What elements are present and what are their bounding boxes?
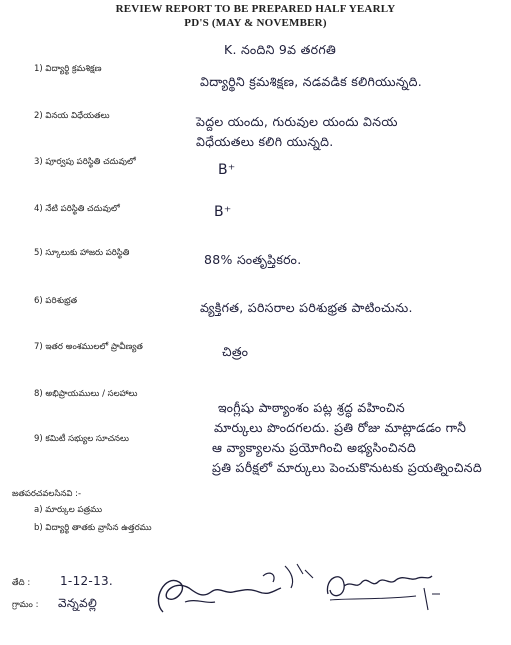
pd-signature — [320, 560, 450, 620]
place-label: గ్రామం : — [12, 600, 39, 610]
date-value: 1-12-13. — [60, 574, 114, 588]
place-value: వెన్నవల్లి — [58, 596, 98, 610]
answer-attendance: 88% సంతృప్తికరం. — [204, 252, 302, 267]
answer-suggestions-line1: మార్కులు పొందగలదు. ప్రతి రోజు మాట్లాడడం గానీ — [214, 420, 467, 435]
answer-obedience-line1: పెద్దల యందు, గురువుల యందు వినయ — [196, 114, 398, 129]
teacher-signature — [145, 552, 315, 624]
row-label-other-skills: 7) ఇతర అంశములలో ప్రావీణ్యత — [34, 342, 143, 352]
enclosure-marks-sheet: a) మార్కుల పత్రము — [34, 505, 103, 515]
answer-cleanliness: వ్యక్తిగత, పరిసరాల పరిశుభ్రత పాటించును. — [200, 300, 413, 315]
row-label-cleanliness: 6) పరిశుభ్రత — [34, 296, 78, 306]
row-label-discipline: 1) విద్యార్థి క్రమశిక్షణ — [34, 64, 102, 74]
answer-discipline: విద్యార్థిని క్రమశిక్షణ, నడవడిక కలిగియున్నది. — [200, 74, 423, 89]
answer-current-study: B⁺ — [214, 204, 232, 220]
answer-suggestions-line3: ప్రతి పరీక్షలో మార్కులు పెంచుకొనుటకు ప్రయత్నించినది — [212, 460, 482, 475]
answer-obedience-line2: విధేయతలు కలిగి యున్నది. — [196, 134, 334, 149]
row-label-opinions: 8) అభిప్రాయములు / సలహాలు — [34, 389, 138, 399]
enclosures-heading: జతపరచవలసినవి :- — [12, 489, 82, 499]
report-title: REVIEW REPORT TO BE PREPARED HALF YEARLY — [115, 3, 396, 15]
date-label: తేది : — [12, 578, 31, 588]
answer-previous-study: B⁺ — [218, 162, 236, 178]
answer-suggestions-line2: ఆ వ్యాక్యాలను ప్రయోగించి అభ్యసించినది — [212, 440, 417, 455]
row-label-obedience: 2) వినయ విధేయతలు — [34, 111, 110, 121]
answer-other-skills: చిత్రం — [222, 344, 249, 359]
answer-opinions-line1: ఇంగ్లీషు పాఠ్యాంశం పట్ల శ్రద్ధ వహించిన — [218, 400, 405, 415]
row-label-committee-suggestions: 9) కమిటీ సభ్యుల సూచనలు — [34, 434, 129, 444]
row-label-previous-study: 3) పూర్వపు పరిస్థితి చదువులో — [34, 157, 136, 167]
row-label-attendance: 5) స్కూలుకు హాజరు పరిస్థితి — [34, 248, 130, 258]
report-subtitle: PD'S (MAY & NOVEMBER) — [184, 17, 327, 29]
student-name: K. నందిని 9వ తరగతి — [224, 42, 337, 57]
enclosure-letter: b) విద్యార్థి తాతకు వ్రాసిన ఉత్తరము — [34, 523, 152, 533]
row-label-current-study: 4) నేటి పరిస్థితి చదువులో — [34, 204, 120, 214]
